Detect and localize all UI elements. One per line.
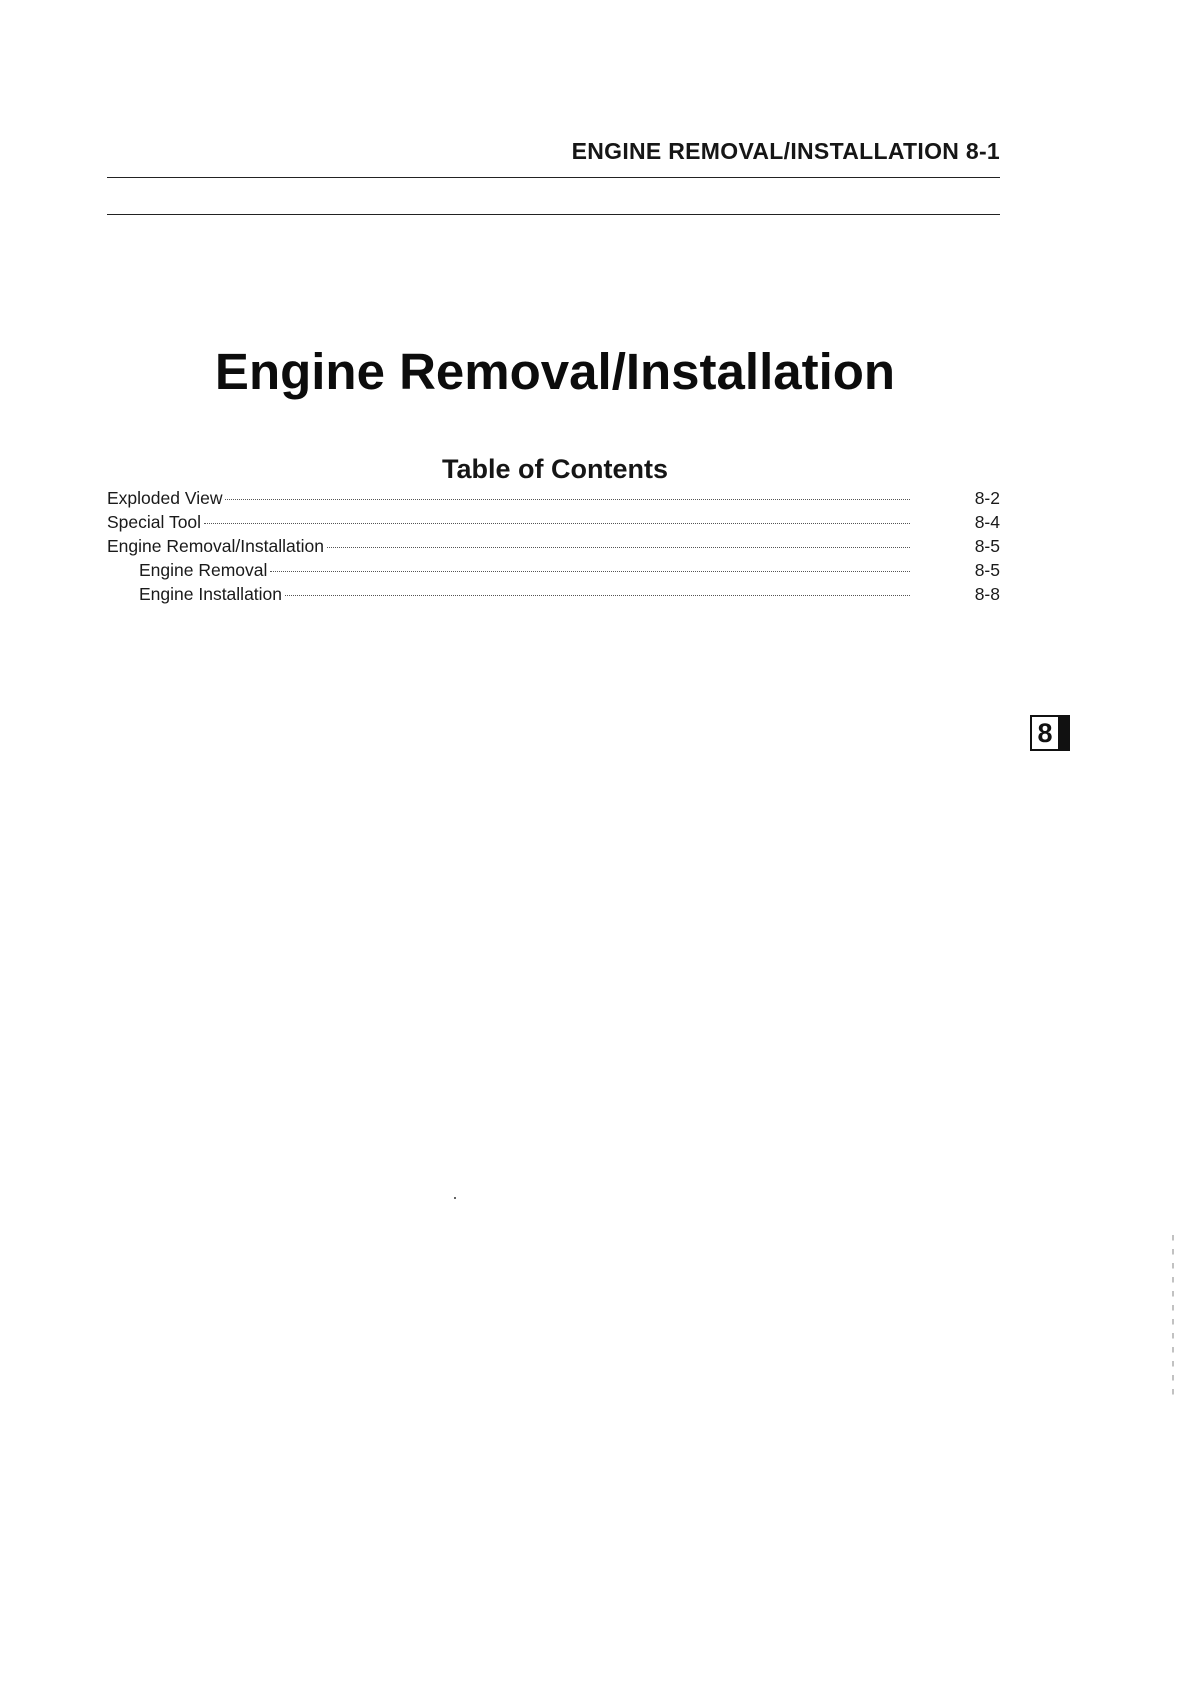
toc-heading: Table of Contents: [442, 454, 668, 485]
header-rule-top: [107, 177, 1000, 178]
toc-dot-leader: [225, 499, 910, 500]
toc-entry-page: 8-5: [974, 560, 1000, 580]
toc-entry-label: Special Tool: [107, 512, 202, 532]
toc-entry-engine-removal-installation[interactable]: [107, 536, 1000, 560]
toc-entry-page: 8-5: [974, 536, 1000, 556]
toc-dot-leader: [204, 523, 910, 524]
scan-speck: [454, 1197, 456, 1199]
toc-dot-leader: [270, 571, 910, 572]
table-of-contents: [107, 488, 1000, 608]
running-header: ENGINE REMOVAL/INSTALLATION 8-1: [571, 138, 1000, 164]
toc-dot-leader: [285, 595, 910, 596]
toc-entry-page: 8-8: [974, 584, 1000, 604]
toc-entry-special-tool[interactable]: [107, 512, 1000, 536]
toc-entry-engine-removal[interactable]: [107, 560, 1000, 584]
toc-entry-page: 8-4: [974, 512, 1000, 532]
toc-dot-leader: [327, 547, 910, 548]
scan-margin-ticks: [1172, 1235, 1174, 1395]
toc-entry-label: Engine Removal/Installation: [107, 536, 324, 556]
toc-entry-label: Engine Removal: [139, 560, 268, 580]
toc-entry-exploded-view[interactable]: [107, 488, 1000, 512]
chapter-tab-number: 8: [1030, 715, 1060, 751]
chapter-tab-bar: [1060, 715, 1070, 751]
header-rule-bottom: [107, 214, 1000, 215]
chapter-tab: [1030, 715, 1070, 751]
chapter-title: Engine Removal/Installation: [214, 343, 896, 401]
toc-entry-engine-installation[interactable]: [107, 584, 1000, 608]
toc-entry-label: Exploded View: [107, 488, 223, 508]
toc-entry-page: 8-2: [974, 488, 1000, 508]
toc-entry-label: Engine Installation: [139, 584, 283, 604]
